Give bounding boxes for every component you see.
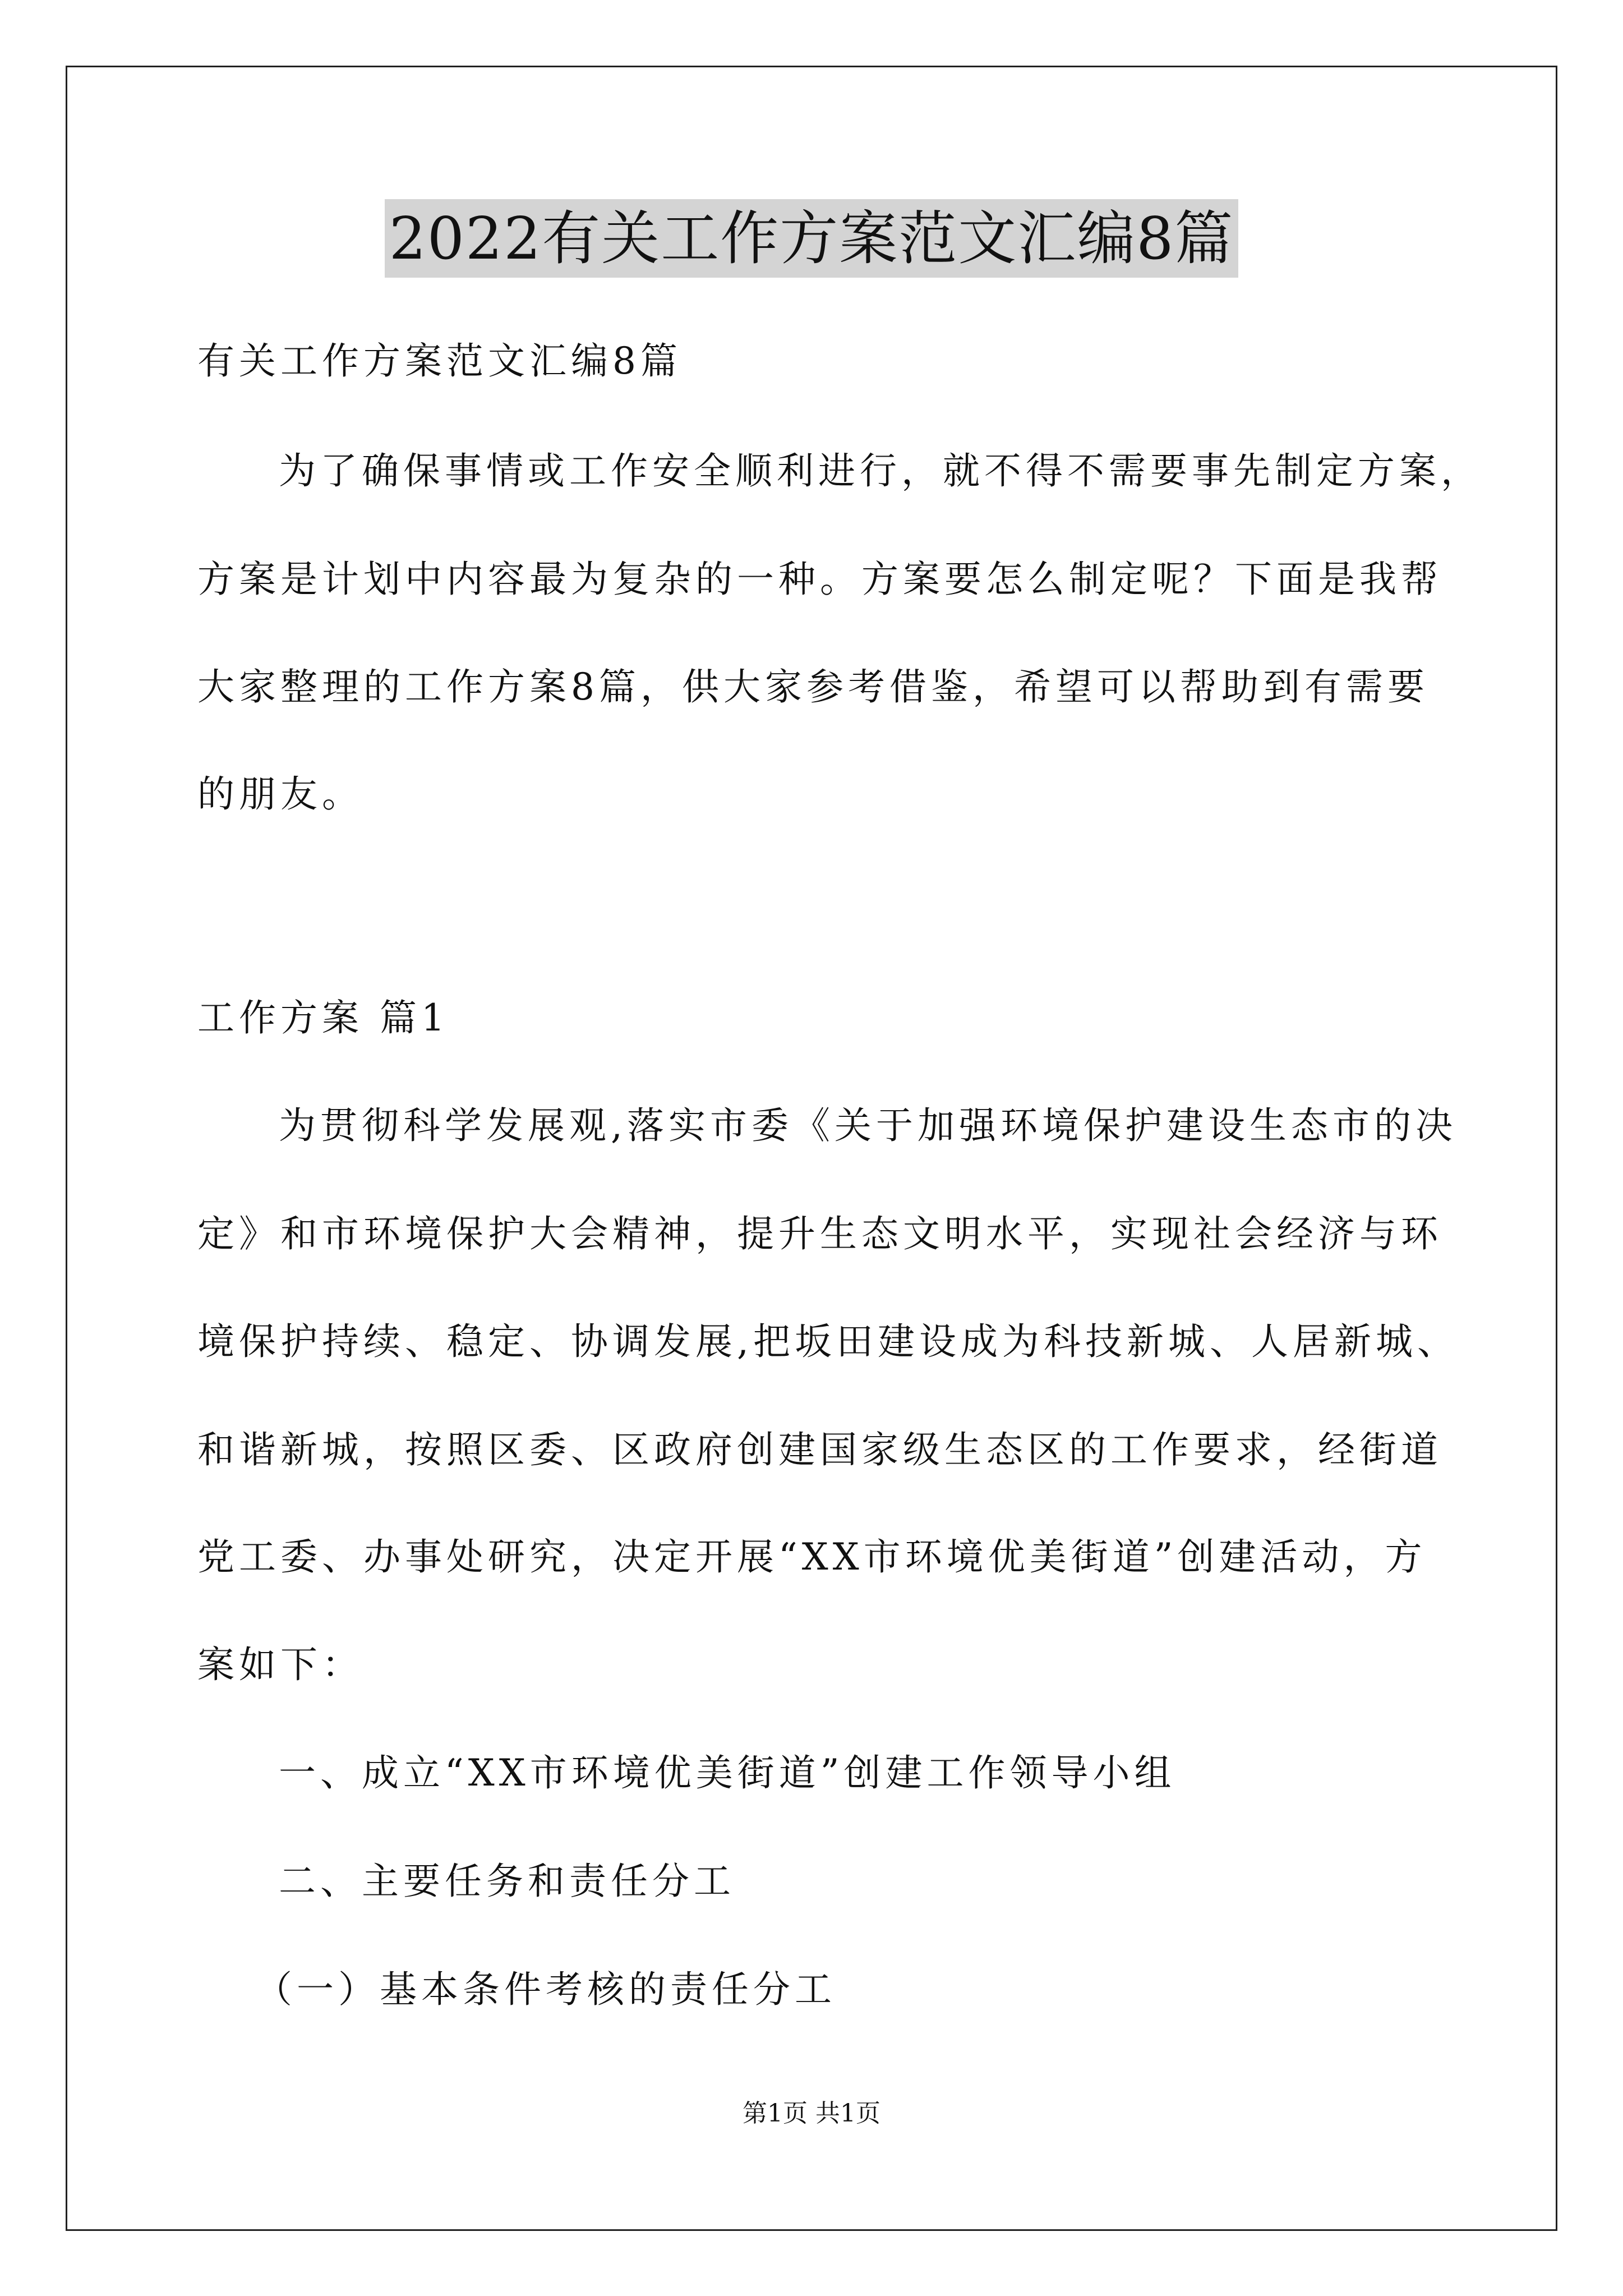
intro-line-2: 方案是计划中内容最为复杂的一种。方案要怎么制定呢？下面是我帮	[197, 558, 1442, 601]
intro-line-3: 大家整理的工作方案8篇，供大家参考借鉴，希望可以帮助到有需要	[197, 665, 1429, 708]
item-line-2: 二、主要任务和责任分工	[279, 1860, 735, 1903]
intro-line-4: 的朋友。	[197, 772, 363, 816]
item-line-3: （一）基本条件考核的责任分工	[255, 1968, 836, 2011]
body-line-2: 定》和市环境保护大会精神，提升生态文明水平，实现社会经济与环	[197, 1212, 1442, 1255]
title-wrap	[0, 199, 1623, 278]
body-line-5: 党工委、办事处研究，决定开展“XX市环境优美街道”创建活动，方	[197, 1535, 1427, 1579]
item-line-1: 一、成立“XX市环境优美街道”创建工作领导小组	[279, 1751, 1176, 1795]
page-footer: 第1页 共1页	[743, 2099, 880, 2128]
body-line-6: 案如下：	[197, 1643, 363, 1686]
subtitle-line: 有关工作方案范文汇编8篇	[197, 339, 682, 383]
body-line-1: 为贯彻科学发展观,落实市委《关于加强环境保护建设生态市的决	[279, 1104, 1457, 1147]
section-heading: 工作方案 篇1	[197, 996, 449, 1039]
intro-line-1: 为了确保事情或工作安全顺利进行，就不得不需要事先制定方案，	[279, 449, 1482, 493]
body-line-4: 和谐新城，按照区委、区政府创建国家级生态区的工作要求，经街道	[197, 1428, 1442, 1471]
document-title: 2022有关工作方案范文汇编8篇	[385, 199, 1239, 278]
body-line-3: 境保护持续、稳定、协调发展,把坂田建设成为科技新城、人居新城、	[197, 1320, 1459, 1363]
